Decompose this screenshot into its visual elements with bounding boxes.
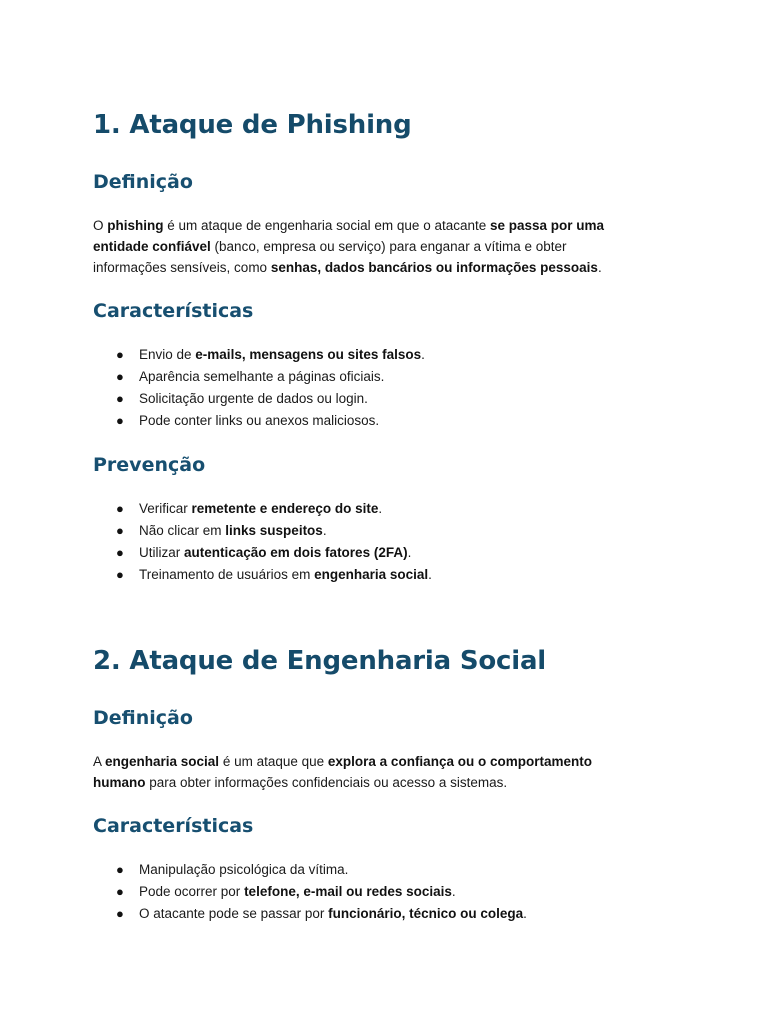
list-item [0,388,768,410]
bullet-icon: ● [116,545,124,560]
list-item-text [139,881,456,903]
paragraph-line [93,257,683,278]
text-run: . [322,523,327,538]
bold-text: autenticação em dois fatores (2FA) [184,545,408,560]
list-item-text [139,859,348,881]
section-1-prevencao-heading: Prevenção [93,454,206,476]
bold-text: remetente e endereço do site [191,501,379,516]
bullet-icon: ● [116,523,124,538]
text-run: Aparência semelhante a páginas oficiais. [139,369,385,384]
text-run: A [93,754,106,769]
bold-text: phishing [107,218,164,233]
text-run: é um ataque que [219,754,328,769]
list-item [0,564,768,586]
text-run: Solicitação urgente de dados ou login. [139,391,368,406]
bold-text: funcionário, técnico ou colega [328,906,524,921]
text-run: Verificar [139,501,192,516]
list-item [0,520,768,542]
paragraph-line [93,215,683,236]
section-1-caracteristicas-heading: Características [93,300,254,322]
section-2-title: 2. Ataque de Engenharia Social [93,646,546,676]
bullet-icon: ● [116,884,124,899]
list-item-text [139,564,432,586]
bold-text: engenharia social [314,567,429,582]
text-run: Pode conter links ou anexos maliciosos. [139,413,380,428]
bold-text: engenharia social [105,754,220,769]
text-run: . [421,347,425,362]
bold-text: senhas, dados bancários ou informações pessoais [270,260,598,275]
bold-text: links suspeitos [225,523,323,538]
section-1-prevencao-list [0,498,768,586]
bold-text: humano [93,775,146,790]
text-run: Não clicar em [139,523,226,538]
paragraph-line [93,236,683,257]
text-run: O [93,218,108,233]
list-item-text [139,366,384,388]
bold-text: telefone, e-mail ou redes sociais [244,884,452,899]
text-run: . [523,906,527,921]
list-item-text [139,520,327,542]
section-1-definicao-paragraph [93,215,683,278]
paragraph-line [93,772,683,793]
bullet-icon: ● [116,391,124,406]
text-run: O atacante pode se passar por [139,906,329,921]
section-1-title: 1. Ataque de Phishing [93,110,412,140]
section-2-caracteristicas-list [0,859,768,925]
list-item-text [139,388,368,410]
list-item-text [139,903,527,925]
bullet-icon: ● [116,906,124,921]
text-run: (banco, empresa ou serviço) para enganar a vítima e obter [210,239,567,254]
bullet-icon: ● [116,369,124,384]
bullet-icon: ● [116,862,124,877]
bullet-icon: ● [116,413,124,428]
text-run: é um ataque de engenharia social em que o atacante [163,218,490,233]
list-item-text [139,498,382,520]
bold-text: entidade confiável [93,239,211,254]
section-1-caracteristicas-list [0,344,768,432]
bold-text: e-mails, mensagens ou sites falsos [195,347,422,362]
paragraph-line [93,751,683,772]
bullet-icon: ● [116,501,124,516]
text-run: . [428,567,432,582]
section-2-definicao-paragraph [93,751,683,793]
list-item [0,410,768,432]
list-item [0,881,768,903]
text-run: para obter informações confidenciais ou acesso a sistemas. [145,775,508,790]
text-run: . [378,501,383,516]
text-run: Manipulação psicológica da vítima. [139,862,349,877]
list-item [0,859,768,881]
section-2-definicao-heading: Definição [93,707,193,729]
list-item [0,344,768,366]
text-run: Envio de [139,347,196,362]
list-item [0,498,768,520]
bold-text: explora a confiança ou o comportamento [327,754,592,769]
text-run: Pode ocorrer por [139,884,245,899]
text-run: Utilizar [139,545,185,560]
bullet-icon: ● [116,567,124,582]
text-run: . [407,545,412,560]
bullet-icon: ● [116,347,124,362]
list-item [0,366,768,388]
section-1-definicao-heading: Definição [93,171,193,193]
list-item [0,903,768,925]
list-item-text [139,410,379,432]
list-item [0,542,768,564]
text-run: informações sensíveis, como [93,260,271,275]
bold-text: se passa por uma [490,218,605,233]
text-run: Treinamento de usuários em [139,567,315,582]
list-item-text [139,344,425,366]
text-run: . [597,260,602,275]
list-item-text [139,542,411,564]
text-run: . [451,884,456,899]
section-2-caracteristicas-heading: Características [93,815,254,837]
